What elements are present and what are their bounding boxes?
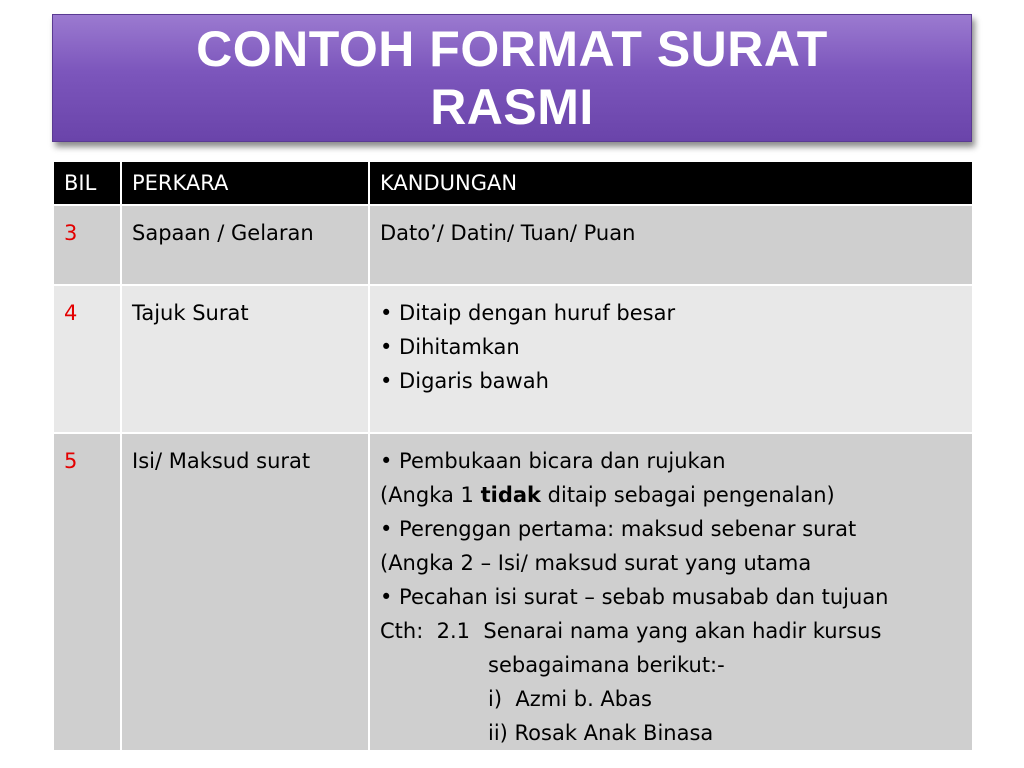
- header-bil: BIL: [53, 161, 121, 205]
- note-text-post: ditaip sebagai pengenalan): [540, 483, 835, 507]
- kandungan-line: Dato’/ Datin/ Tuan/ Puan: [380, 221, 636, 245]
- kandungan-example: Cth: 2.1 Senarai nama yang akan hadir kursus: [380, 619, 882, 643]
- kandungan-bullet: • Perenggan pertama: maksud sebenar surat: [380, 517, 857, 541]
- kandungan-note: (Angka 2 – Isi/ maksud surat yang utama: [380, 551, 812, 575]
- kandungan-bullet: • Dihitamkan: [380, 335, 520, 359]
- row-number: 3: [53, 205, 121, 285]
- row-perkara: Tajuk Surat: [121, 285, 369, 433]
- row-perkara: Sapaan / Gelaran: [121, 205, 369, 285]
- note-text-bold: tidak: [480, 483, 541, 507]
- kandungan-note: [380, 478, 962, 512]
- table-row: [53, 285, 973, 433]
- kandungan-bullet: • Ditaip dengan huruf besar: [380, 301, 676, 325]
- table-header-row: [53, 161, 973, 205]
- title-line-2: RASMI: [430, 79, 594, 135]
- title-line-1: CONTOH FORMAT SURAT: [196, 21, 828, 77]
- kandungan-name-item: i) Azmi b. Abas: [488, 687, 652, 711]
- table-row: [53, 205, 973, 285]
- header-perkara: PERKARA: [121, 161, 369, 205]
- row-kandungan: [369, 205, 973, 285]
- header-kandungan: KANDUNGAN: [369, 161, 973, 205]
- row-kandungan: [369, 285, 973, 433]
- kandungan-bullet: • Digaris bawah: [380, 369, 549, 393]
- title-banner: [52, 14, 972, 142]
- row-kandungan: [369, 433, 973, 751]
- table-row: [53, 433, 973, 751]
- kandungan-name-item: ii) Rosak Anak Binasa: [488, 721, 714, 745]
- kandungan-bullet: • Pembukaan bicara dan rujukan: [380, 449, 726, 473]
- note-text-pre: (Angka 1: [380, 483, 481, 507]
- row-number: 4: [53, 285, 121, 433]
- kandungan-bullet: • Pecahan isi surat – sebab musabab dan tujuan: [380, 585, 889, 609]
- kandungan-example-cont: sebagaimana berikut:-: [488, 653, 725, 677]
- format-table: [52, 160, 974, 752]
- row-perkara: Isi/ Maksud surat: [121, 433, 369, 751]
- row-number: 5: [53, 433, 121, 751]
